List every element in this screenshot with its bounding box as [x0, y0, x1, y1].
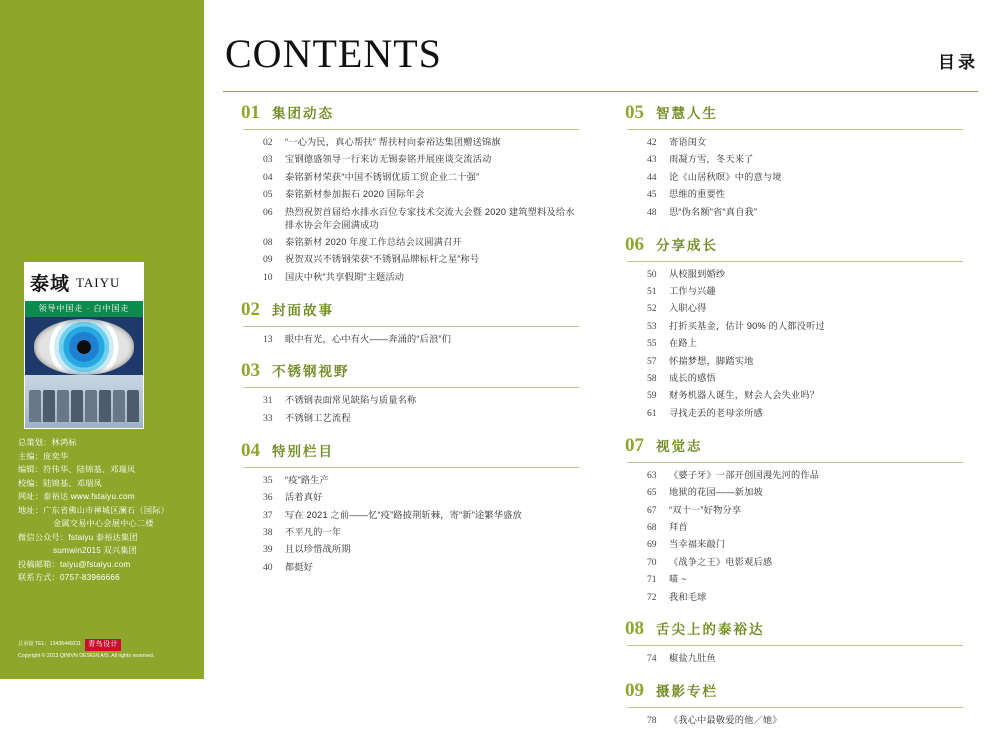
toc-entry-title: 成长的感悟	[669, 372, 716, 383]
section-divider	[627, 261, 963, 262]
toc-entry-page: 55	[647, 338, 657, 350]
toc-entry-page: 59	[647, 390, 657, 402]
toc-entry-title: 椒盐九肚鱼	[669, 653, 716, 664]
section-title: 特别栏目	[272, 443, 334, 459]
toc-entry-title: 论《山居秋暝》中的意与境	[669, 171, 782, 182]
toc-entry-title: 写在 2021 之前——忆“疫”路披荆斩棘，寄“新”途繁华盛放	[285, 509, 522, 520]
toc-entry[interactable]	[223, 153, 579, 167]
toc-entry-page: 09	[263, 254, 273, 266]
section-number: 05	[625, 102, 644, 123]
designer-copyright: Copyright © 2013 QINIVN DESIGN A/S. All rights reserved.	[18, 653, 155, 660]
section-title: 视觉志	[656, 438, 703, 454]
colophon-line: 主编：庞奕华	[18, 451, 69, 461]
toc-entry[interactable]	[607, 486, 963, 500]
section-heading[interactable]	[223, 360, 579, 382]
toc-entry-title: 寄语闺女	[669, 137, 707, 147]
toc-entry[interactable]	[607, 591, 963, 605]
toc-entry-title: 活着真好	[285, 492, 323, 503]
toc-entry[interactable]	[607, 206, 963, 220]
toc-entry[interactable]	[607, 302, 963, 316]
toc-entry-title: 雨凝方雪，冬天来了	[669, 154, 754, 165]
section-title: 封面故事	[272, 302, 334, 318]
toc-entry-title: 我和毛球	[669, 591, 707, 602]
entry-list	[607, 714, 963, 728]
toc-entry[interactable]	[223, 412, 579, 426]
toc-entry[interactable]	[607, 320, 963, 334]
section-number: 04	[241, 439, 260, 461]
colophon-line: 校编：陆锦基、邓瑞凤	[18, 478, 102, 488]
section-title: 不锈钢视野	[272, 364, 350, 380]
toc-entry[interactable]	[223, 491, 579, 505]
toc-entry-page: 44	[647, 171, 657, 183]
toc-entry-title: 热烈祝贺首届给水排水百位专家技术交流大会暨 2020 建筑塑料及给水排水协会年会圆满成功	[285, 206, 575, 230]
colophon-line: 总策划：林鸿标	[18, 438, 77, 447]
toc-entry[interactable]	[607, 714, 963, 728]
colophon-line: sumwin2015 双兴集团	[53, 546, 137, 556]
toc-entry-page: 48	[647, 206, 657, 218]
toc-entry-page: 65	[647, 487, 657, 499]
magazine-cover-thumbnail	[24, 262, 144, 429]
toc-entry-title: 从校服到婚纱	[669, 268, 726, 279]
toc-entry-title: 泰铭新材 2020 年度工作总结会议圆满召开	[285, 236, 462, 247]
left-sidebar-band	[0, 0, 205, 679]
toc-entry-page: 36	[263, 492, 273, 504]
toc-entry-title: 《我心中最敬爱的他／她》	[669, 715, 782, 726]
entry-list	[223, 333, 579, 347]
contents-section	[607, 102, 963, 220]
toc-entry[interactable]	[607, 521, 963, 535]
toc-entry-page: 52	[647, 303, 657, 315]
toc-entry-page: 33	[263, 412, 273, 424]
section-heading[interactable]	[607, 102, 963, 124]
toc-entry-page: 40	[263, 561, 273, 573]
page-title-cn: 目录	[938, 53, 978, 72]
toc-entry-title: 拜首	[669, 521, 688, 532]
colophon-line: 编辑：符伟华、陆锦基、邓瑞凤	[18, 465, 136, 475]
toc-entry[interactable]	[223, 394, 579, 408]
contents-section	[223, 102, 579, 285]
colophon-line: 联系方式：0757-83966666	[18, 573, 120, 583]
page-title: CONTENTS	[225, 31, 442, 76]
toc-entry-title: 且以珍惜战所期	[285, 544, 351, 555]
toc-entry[interactable]	[223, 271, 579, 285]
toc-entry-page: 67	[647, 504, 657, 516]
toc-entry-title: 思维的重要性	[669, 189, 726, 200]
toc-entry-title: 工作与兴趣	[669, 285, 716, 296]
toc-entry[interactable]	[607, 407, 963, 421]
toc-entry-page: 13	[263, 333, 273, 345]
toc-entry[interactable]	[607, 171, 963, 185]
header-divider	[223, 91, 978, 92]
toc-entry-page: 04	[263, 171, 273, 183]
toc-entry-page: 38	[263, 526, 273, 538]
contents-section	[607, 680, 963, 728]
cover-logo-cn: 泰域	[30, 272, 71, 295]
cover-group-photo	[29, 390, 139, 422]
toc-entry[interactable]	[607, 136, 963, 150]
toc-entry[interactable]	[607, 268, 963, 282]
section-heading[interactable]	[223, 299, 579, 321]
toc-entry[interactable]	[223, 526, 579, 540]
toc-entry-page: 05	[263, 189, 273, 201]
cover-band-text: 领导中国走 · 白中国走	[25, 301, 143, 317]
section-number: 03	[241, 360, 260, 382]
section-heading[interactable]	[223, 440, 579, 462]
toc-entry-title: 入职心得	[669, 303, 707, 314]
section-number: 07	[625, 434, 644, 456]
section-heading[interactable]	[607, 234, 963, 256]
toc-entry-page: 71	[647, 574, 657, 586]
toc-entry-title: 祝贺双兴不锈钢荣获“不锈钢品牌标杆之星”称号	[285, 254, 480, 265]
toc-entry-title: 财务机器人诞生，财会人会失业吗？	[669, 390, 820, 401]
toc-entry-title: 泰铭新材参加振石 2020 国际年会	[285, 189, 425, 200]
toc-entry-title: 寻找走丢的老母亲所感	[669, 407, 763, 418]
toc-entry-title: 《婆子牙》一部开创国漫先河的作品	[669, 469, 820, 480]
toc-entry-title: 国庆中秋“共享假期”主题活动	[285, 271, 405, 282]
cover-masthead	[25, 263, 143, 301]
contents-columns	[223, 102, 978, 742]
toc-entry-page: 35	[263, 474, 273, 486]
toc-entry-page: 57	[647, 355, 657, 367]
entry-list	[607, 652, 963, 666]
toc-entry-title: 不平凡的一年	[285, 526, 342, 537]
section-heading[interactable]	[607, 435, 963, 457]
cover-logo-en: TAIYU	[76, 274, 121, 290]
toc-entry-page: 78	[647, 715, 657, 727]
toc-entry-title: 泰铭新材荣获“中国不锈钢优质工贸企业二十强”	[285, 171, 480, 182]
section-heading[interactable]	[607, 618, 963, 640]
entry-list	[607, 268, 963, 421]
toc-entry-title: 不锈钢表面常见缺陷与质量名称	[285, 395, 417, 406]
toc-entry-title: 在路上	[669, 338, 698, 349]
toc-entry[interactable]	[607, 188, 963, 202]
toc-entry-page: 68	[647, 521, 657, 533]
section-title: 智慧人生	[656, 106, 718, 121]
section-divider	[627, 707, 963, 708]
contents-section	[607, 618, 963, 666]
toc-entry-title: 眼中有光，心中有火——奔涌的“后浪”们	[285, 333, 452, 344]
entry-list	[607, 469, 963, 605]
colophon-line: 网址：泰裕达 www.fstaiyu.com	[18, 492, 135, 502]
contents-section	[607, 234, 963, 421]
section-divider	[243, 129, 579, 130]
toc-entry-title: “疫”路生产	[285, 474, 330, 485]
toc-entry-page: 10	[263, 271, 273, 283]
toc-entry-title: 宝钢德盛领导一行来访无锡泰铭并展座谈交流活动	[285, 154, 492, 165]
section-title: 摄影专栏	[656, 684, 718, 700]
section-divider	[627, 462, 963, 463]
colophon-line: 微信公众号：fstaiyu 泰裕达集团	[18, 532, 138, 542]
toc-entry[interactable]	[223, 171, 579, 185]
toc-entry-page: 02	[263, 137, 273, 148]
section-divider	[243, 387, 579, 388]
toc-entry-page: 58	[647, 372, 657, 384]
section-heading[interactable]	[223, 102, 579, 124]
toc-entry[interactable]	[607, 355, 963, 369]
toc-entry-page: 70	[647, 556, 657, 568]
section-title: 舌尖上的泰裕达	[656, 622, 765, 638]
toc-entry[interactable]	[223, 561, 579, 575]
toc-entry[interactable]	[607, 652, 963, 666]
section-number: 08	[625, 618, 644, 640]
entry-list	[607, 136, 963, 220]
section-number: 06	[625, 233, 644, 255]
toc-entry[interactable]	[223, 509, 579, 523]
section-divider	[243, 467, 579, 468]
toc-entry[interactable]	[607, 469, 963, 483]
toc-entry[interactable]	[607, 337, 963, 351]
toc-entry-page: 42	[647, 137, 657, 148]
entry-list	[223, 394, 579, 425]
section-title: 分享成长	[656, 237, 718, 253]
cover-photo	[25, 375, 143, 428]
toc-entry-title: 怀揣梦想，脚踏实地	[669, 355, 754, 366]
toc-entry-page: 69	[647, 539, 657, 551]
section-number: 09	[625, 680, 644, 702]
contents-section	[223, 299, 579, 347]
toc-entry[interactable]	[607, 504, 963, 518]
contents-section	[607, 435, 963, 605]
designer-brand-logo: 青鸟设计	[85, 639, 121, 652]
toc-entry-page: 51	[647, 285, 657, 297]
toc-entry-page: 39	[263, 544, 273, 556]
toc-entry-title: 喵 ~	[669, 574, 687, 585]
section-heading[interactable]	[607, 680, 963, 702]
toc-entry[interactable]	[607, 372, 963, 386]
contents-section	[223, 440, 579, 575]
toc-entry-title: “一心为民，真心帮扶” 帮扶村向泰裕达集团赠送锦旗	[285, 137, 501, 147]
toc-entry[interactable]	[223, 136, 579, 150]
section-title: 集团动态	[272, 106, 334, 121]
toc-entry-title: 打折买基金，估计 90% 的人都没听过	[669, 320, 825, 331]
entry-list	[223, 474, 579, 575]
toc-entry[interactable]	[223, 236, 579, 250]
toc-entry[interactable]	[223, 474, 579, 488]
toc-entry[interactable]	[607, 556, 963, 570]
toc-entry-page: 63	[647, 469, 657, 481]
colophon-line: 投稿邮箱：taiyu@fstaiyu.com	[18, 559, 131, 569]
colophon-line: 地址：广东省佛山市禅城区澜石（国际）	[18, 505, 169, 515]
toc-entry[interactable]	[607, 285, 963, 299]
toc-entry[interactable]	[223, 206, 579, 233]
toc-entry-page: 45	[647, 189, 657, 201]
toc-entry-page: 43	[647, 154, 657, 166]
section-divider	[627, 129, 963, 130]
toc-entry-page: 37	[263, 509, 273, 521]
toc-entry[interactable]	[607, 389, 963, 403]
contents-column-right	[607, 102, 963, 742]
toc-entry-page: 50	[647, 268, 657, 280]
page-header	[221, 18, 978, 92]
toc-entry-title: 不锈钢工艺流程	[285, 412, 351, 423]
toc-entry[interactable]	[607, 153, 963, 167]
section-number: 02	[241, 298, 260, 320]
colophon-block	[18, 436, 198, 585]
designer-tel: 总承接 TEL：13436449211	[18, 641, 82, 648]
toc-entry-page: 06	[263, 206, 273, 218]
eye-illustration-icon	[34, 319, 134, 375]
toc-entry-title: 当幸福来敲门	[669, 539, 726, 550]
section-number: 01	[241, 102, 260, 123]
toc-entry-page: 72	[647, 591, 657, 603]
toc-entry-page: 74	[647, 653, 657, 665]
toc-entry-page: 53	[647, 320, 657, 332]
contents-main	[205, 0, 1000, 727]
toc-entry-page: 08	[263, 236, 273, 248]
toc-entry-title: 都挺好	[285, 561, 314, 572]
toc-entry-page: 61	[647, 407, 657, 419]
toc-entry[interactable]	[223, 253, 579, 267]
toc-entry[interactable]	[607, 538, 963, 552]
toc-entry-page: 31	[263, 395, 273, 407]
toc-entry[interactable]	[223, 188, 579, 202]
entry-list	[223, 136, 579, 285]
contents-section	[223, 360, 579, 425]
toc-entry[interactable]	[607, 573, 963, 587]
toc-entry-title: 思“伪名额”省“真自我”	[669, 206, 758, 217]
contents-column-left	[223, 102, 579, 742]
toc-entry[interactable]	[223, 333, 579, 347]
toc-entry-page: 03	[263, 154, 273, 166]
section-divider	[627, 645, 963, 646]
toc-entry-title: “双十一”好物分享	[669, 504, 742, 515]
toc-entry-title: 地狱的花园——新加坡	[669, 487, 763, 498]
section-divider	[243, 326, 579, 327]
toc-entry-title: 《战争之王》电影观后感	[669, 556, 773, 567]
colophon-line: 金属交易中心会展中心二楼	[53, 519, 154, 529]
designer-credit	[18, 639, 198, 661]
toc-entry[interactable]	[223, 543, 579, 557]
